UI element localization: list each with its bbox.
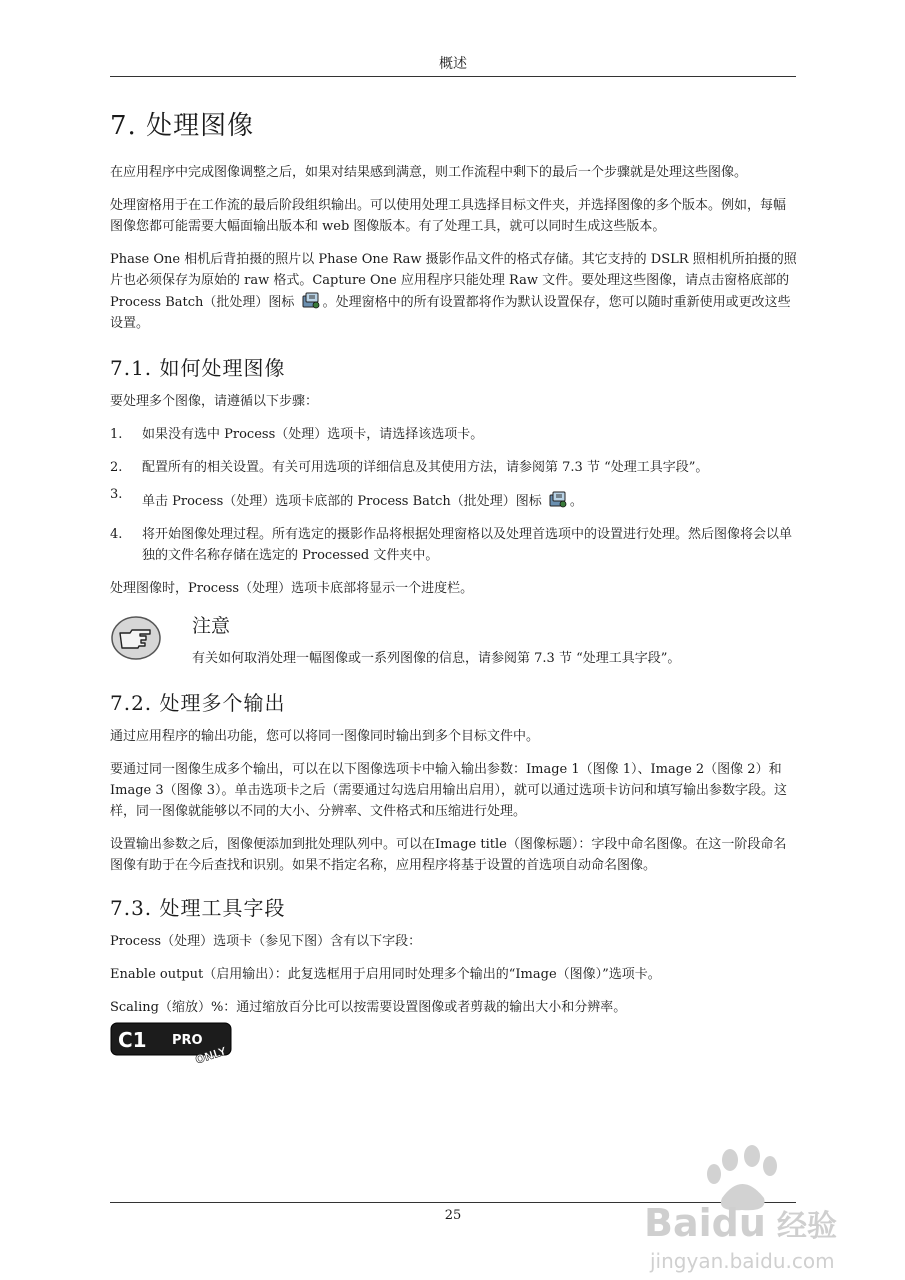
chapter-title: 7. 处理图像	[110, 111, 255, 141]
list-item	[110, 424, 798, 445]
list-item	[110, 524, 798, 566]
section-7-2-paragraph-2: 要通过同一图像生成多个输出，可以在以下图像选项卡中输入输出参数：Image 1（图像 1）、Image 2（图像 2）和 Image 3（图像 3）。单击选项卡之后（需要通过勾选启用输出启用），就可以通过选项卡访问和填写输出参数字段。这样，同一图像就能够以不同的大小、分辨率、文件格式和压缩进行处理。	[110, 762, 788, 819]
page-number: 25	[444, 1208, 462, 1223]
step-number: 4.	[110, 527, 123, 542]
step-text: 配置所有的相关设置。有关可用选项的详细信息及其使用方法，请参阅第 7.3 节 “处理工具字段”。	[142, 460, 709, 475]
pointing-hand-icon	[110, 615, 162, 661]
chapter-paragraph-3-text-a: Phase One 相机后背拍摄的照片以 Phase One Raw 摄影作品文件的格式存储。其它支持的 DSLR 照相机所拍摄的照片也必须保存为原始的 raw 格式。Capture One 应用程序只能处理 Raw 文件。要处理这些图像，请点击窗格底部的 Process Batch（批处理）图标	[110, 252, 797, 310]
chapter-paragraph-1: 在应用程序中完成图像调整之后，如果对结果感到满意，则工作流程中剩下的最后一个步骤就是处理这些图像。	[110, 165, 748, 180]
section-7-3-paragraph-2: Enable output（启用输出）：此复选框用于启用同时处理多个输出的“Image（图像）”选项卡。	[110, 967, 661, 982]
chapter-paragraph-3	[110, 249, 798, 334]
section-7-3-title: 7.3. 处理工具字段	[110, 896, 286, 920]
step-text: 单击 Process（处理）选项卡底部的 Process Batch（批处理）图标	[142, 494, 546, 509]
header-rule	[110, 76, 796, 77]
list-item	[110, 487, 798, 512]
c1-pro-only-badge	[110, 1022, 234, 1068]
baidu-watermark	[642, 1140, 867, 1275]
section-7-2-paragraph-3: 设置输出参数之后，图像便添加到批处理队列中。可以在Image title（图像标题）：字段中命名图像。在这一阶段命名图像有助于在今后查找和识别。如果不指定名称，应用程序将基于设置的首选项自动命名图像。	[110, 837, 787, 873]
watermark-url: jingyan.baidu.com	[650, 1249, 835, 1273]
process-batch-icon	[548, 490, 568, 508]
badge-logo-text: C1	[118, 1028, 147, 1052]
step-text: 如果没有选中 Process（处理）选项卡，请选择该选项卡。	[142, 427, 484, 442]
watermark-cn: 经验	[777, 1209, 837, 1244]
process-batch-icon	[301, 291, 321, 309]
note-text: 有关如何取消处理一幅图像或一系列图像的信息，请参阅第 7.3 节 “处理工具字段”。	[192, 651, 681, 666]
note-box	[110, 611, 798, 675]
chapter-paragraph-2: 处理窗格用于在工作流的最后阶段组织输出。可以使用处理工具选择目标文件夹，并选择图像的多个版本。例如，每幅图像您都可能需要大幅面输出版本和 web 图像版本。有了处理工具，就可以同时生成这些版本。	[110, 198, 787, 234]
section-7-3-paragraph-3: Scaling（缩放）%：通过缩放百分比可以按需要设置图像或者剪裁的输出大小和分辨率。	[110, 1000, 627, 1015]
watermark-brand: Baidu	[644, 1201, 766, 1245]
page-content	[110, 105, 798, 1068]
chapter-paragraph-3-text-b: 。处理窗格中的所有设置都将作为默认设置保存，您可以随时重新使用或更改这些设置。	[110, 295, 791, 331]
step-number: 2.	[110, 460, 123, 475]
badge-pro-text: PRO	[172, 1033, 203, 1048]
steps-list	[110, 424, 798, 566]
section-7-3-paragraph-1: Process（处理）选项卡（参见下图）含有以下字段：	[110, 934, 422, 949]
running-header: 概述	[439, 56, 467, 72]
section-7-2-paragraph-1: 通过应用程序的输出功能，您可以将同一图像同时输出到多个目标文件中。	[110, 729, 540, 744]
step-text: 将开始图像处理过程。所有选定的摄影作品将根据处理窗格以及处理首选项中的设置进行处理。然后图像将会以单独的文件名称存储在选定的 Processed 文件夹中。	[142, 527, 793, 563]
section-7-1-title: 7.1. 如何处理图像	[110, 356, 286, 380]
step-number: 3.	[110, 487, 123, 502]
section-7-1-after: 处理图像时，Process（处理）选项卡底部将显示一个进度栏。	[110, 581, 474, 596]
note-title: 注意	[192, 615, 231, 637]
section-7-1-intro: 要处理多个图像，请遵循以下步骤：	[110, 394, 319, 409]
step-text-end: 。	[569, 494, 583, 509]
badge-only-text: ONLY	[193, 1044, 229, 1067]
list-item	[110, 457, 798, 478]
step-number: 1.	[110, 427, 123, 442]
section-7-2-title: 7.2. 处理多个输出	[110, 691, 286, 715]
